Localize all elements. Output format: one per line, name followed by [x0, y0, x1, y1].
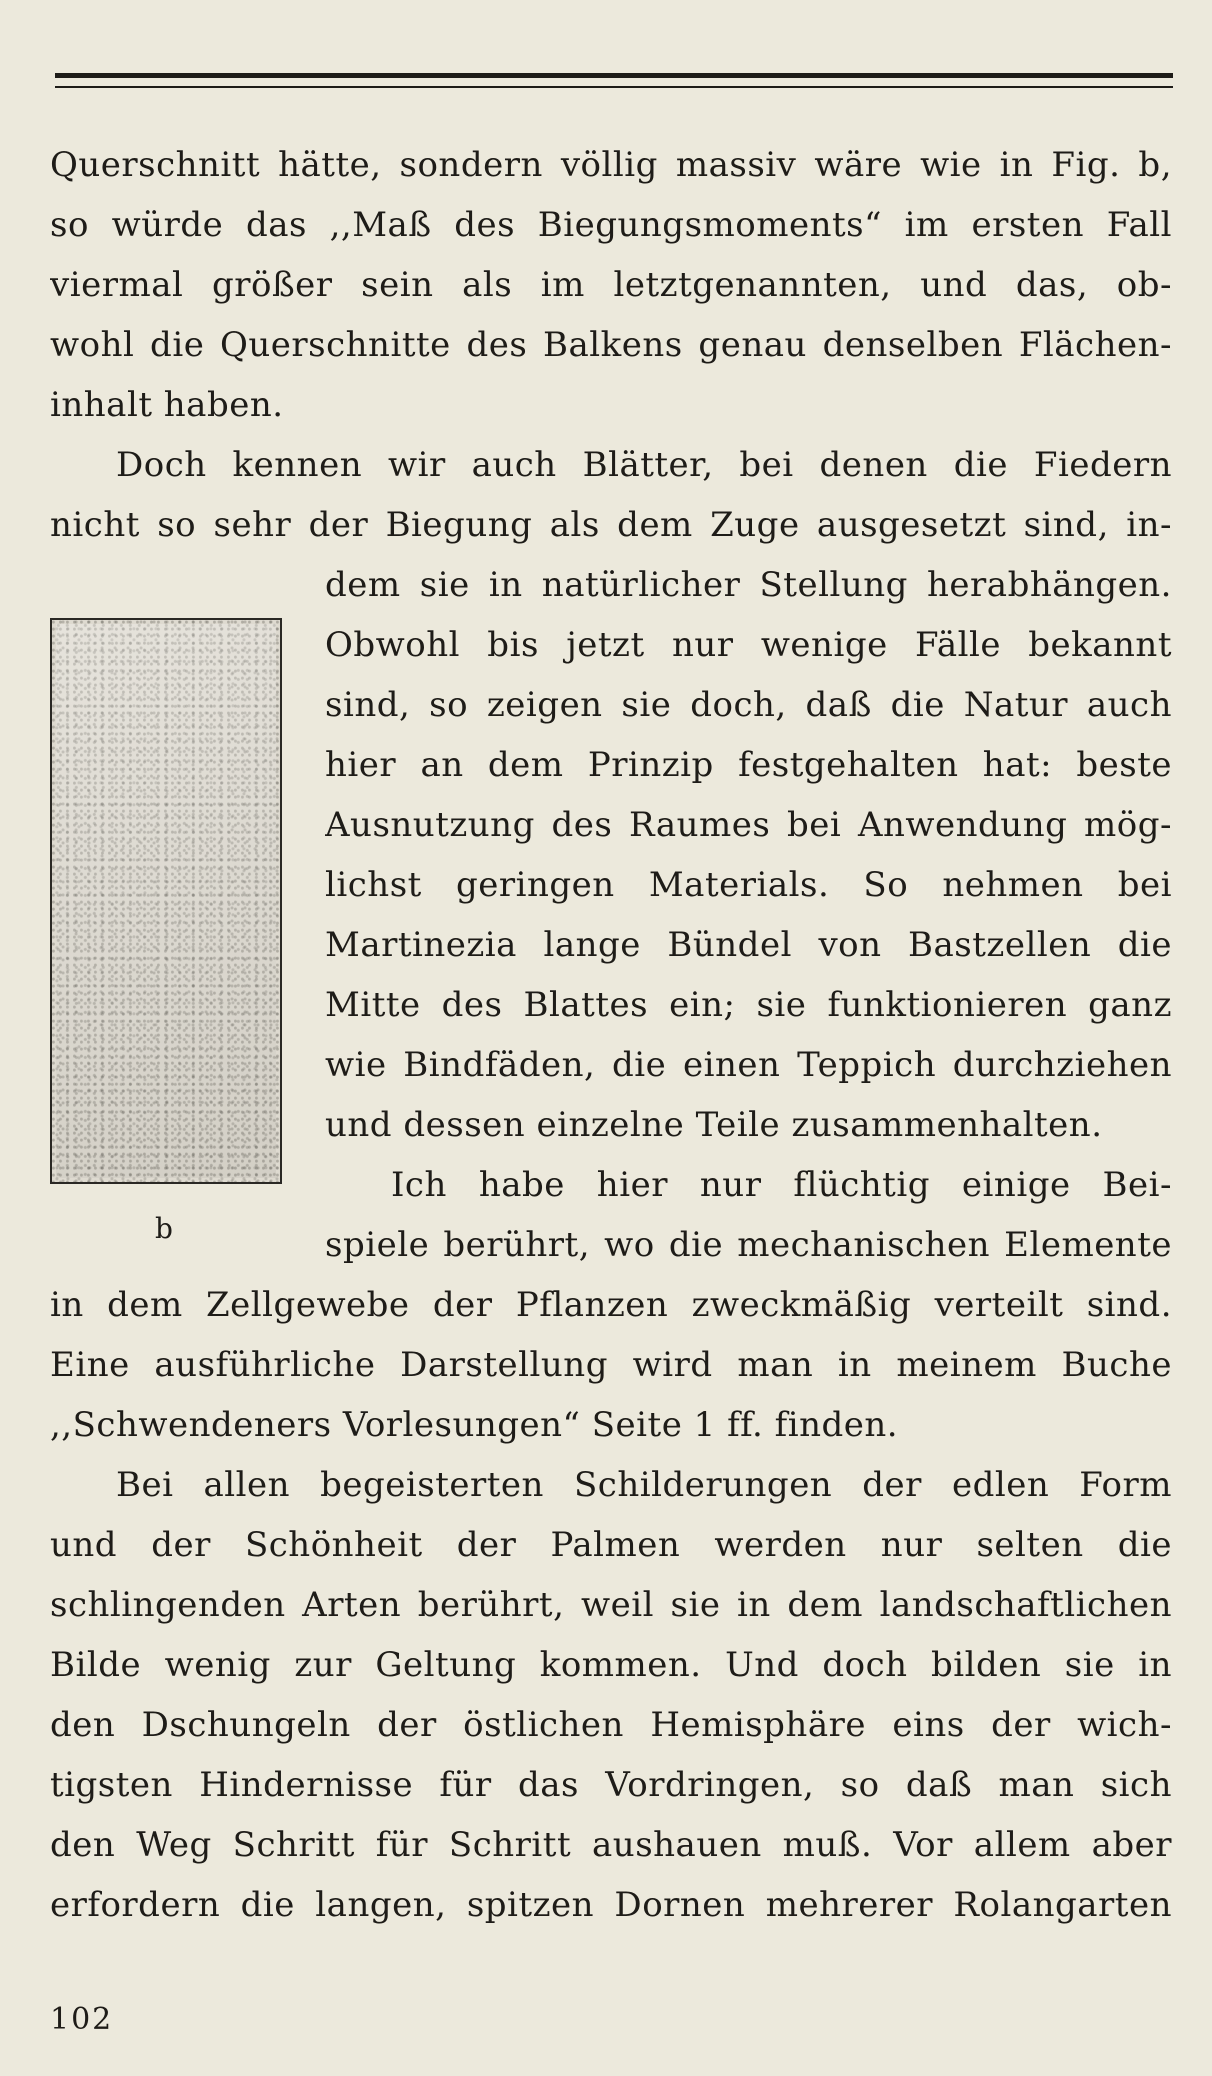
text-line: nicht so sehr der Biegung als dem Zuge ausgesetzt sind, in- [50, 505, 1172, 545]
text-line: in dem Zellgewebe der Pflanzen zweckmäßig verteilt sind. [50, 1285, 1172, 1325]
text-line: den Weg Schritt für Schritt aushauen muß. Vor allem aber [50, 1825, 1172, 1865]
text-line: viermal größer sein als im letztgenannten, und das, ob- [50, 265, 1172, 305]
text-line: Querschnitt hätte, sondern völlig massiv wäre wie in Fig. b, [50, 145, 1172, 185]
text-line: Obwohl bis jetzt nur wenige Fälle bekannt [325, 625, 1172, 665]
text-line: und dessen einzelne Teile zusammenhalten. [325, 1105, 1103, 1145]
text-line: so würde das ,,Maß des Biegungsmoments“ im ersten Fall [50, 205, 1172, 245]
text-line: Doch kennen wir auch Blätter, bei denen die Fiedern [116, 445, 1172, 485]
text-line: tigsten Hindernisse für das Vordringen, so daß man sich [50, 1765, 1172, 1805]
text-line: wohl die Querschnitte des Balkens genau denselben Flächen- [50, 325, 1172, 365]
text-line: Bilde wenig zur Geltung kommen. Und doch bilden sie in [50, 1645, 1172, 1685]
text-line: Mitte des Blattes ein; sie funktionieren ganz [325, 985, 1172, 1025]
figure-texture [56, 624, 276, 1178]
text-line: spiele berührt, wo die mechanischen Elemente [325, 1225, 1172, 1265]
text-line: hier an dem Prinzip festgehalten hat: beste [325, 745, 1172, 785]
text-line: ,,Schwendeners Vorlesungen“ Seite 1 ff. finden. [50, 1405, 899, 1445]
text-line: inhalt haben. [50, 385, 284, 425]
text-line: erfordern die langen, spitzen Dornen mehrerer Rolangarten [50, 1885, 1172, 1925]
text-line: wie Bindfäden, die einen Teppich durchziehen [325, 1045, 1172, 1085]
figure-label: b [155, 1212, 173, 1245]
text-line: Ich habe hier nur flüchtig einige Bei- [391, 1165, 1172, 1205]
text-line: Bei allen begeisterten Schilderungen der edlen Form [116, 1465, 1172, 1505]
text-line: lichst geringen Materials. So nehmen bei [325, 865, 1172, 905]
text-line: den Dschungeln der östlichen Hemisphäre eins der wich- [50, 1705, 1172, 1745]
text-line: und der Schönheit der Palmen werden nur selten die [50, 1525, 1172, 1565]
text-line: Ausnutzung des Raumes bei Anwendung mög- [325, 805, 1172, 845]
figure-b-cross-section [50, 618, 282, 1184]
header-rule-thick [55, 73, 1173, 78]
text-line: Eine ausführliche Darstellung wird man in meinem Buche [50, 1345, 1172, 1385]
page-number: 102 [50, 2002, 114, 2037]
text-line: schlingenden Arten berührt, weil sie in dem landschaftlichen [50, 1585, 1172, 1625]
text-line: dem sie in natürlicher Stellung herabhängen. [325, 565, 1172, 605]
text-line: sind, so zeigen sie doch, daß die Natur auch [325, 685, 1172, 725]
header-rule-thin [55, 86, 1173, 88]
text-line: Martinezia lange Bündel von Bastzellen die [325, 925, 1172, 965]
